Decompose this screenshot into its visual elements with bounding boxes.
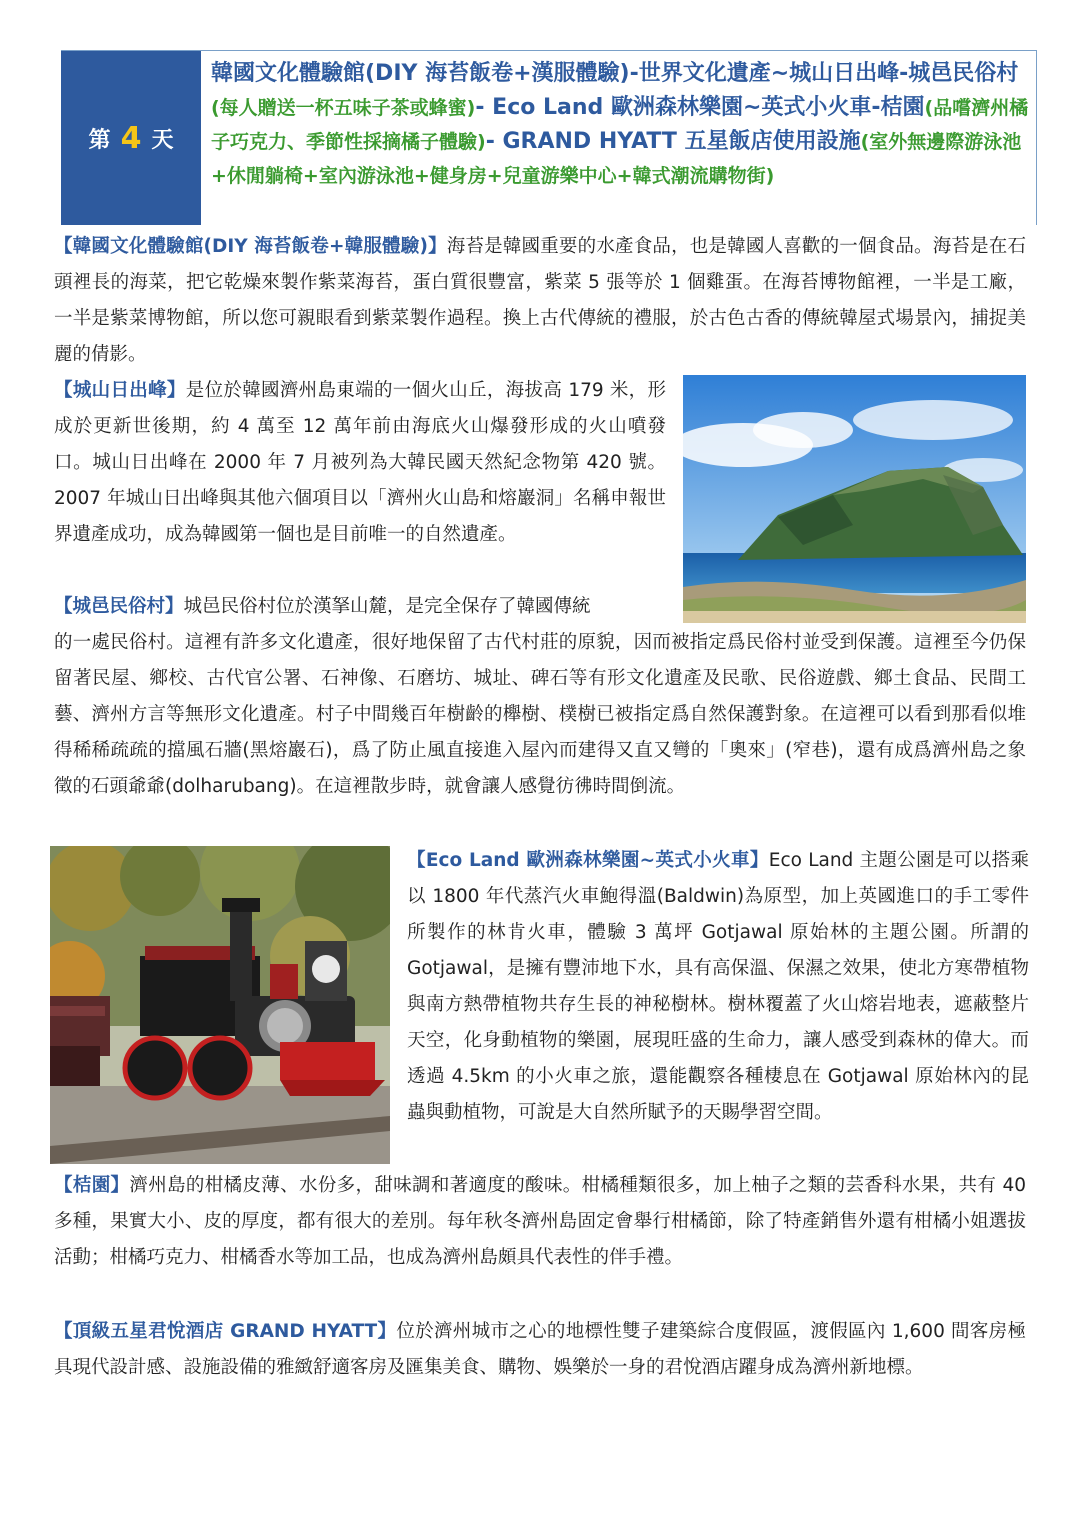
day-label-prefix: 第 [88, 127, 111, 153]
section-hyatt-title: 【頂級五星君悅酒店 GRAND HYATT】 [54, 1321, 397, 1342]
section-folk-first-line [54, 589, 666, 625]
train-photo [50, 846, 390, 1164]
section-folk-rest [54, 625, 1026, 805]
day-title [211, 57, 1031, 193]
section-seongsan-title: 【城山日出峰】 [54, 380, 186, 401]
section-hyatt [54, 1314, 1026, 1386]
title-note-2: (品嚐濟州橘子巧克力、季節性採摘橘子體驗) [211, 97, 1029, 153]
section-culture-body: 海苔是韓國重要的水產食品，也是韓國人喜歡的一個食品。海苔是在石頭裡長的海菜，把它乾燥來製作紫菜海苔，蛋白質很豐富，紫菜 5 張等於 1 個雞蛋。在海苔博物館裡，一半是工廠，一半是紫菜博物館，所以您可親眼看到紫菜製作過程。換上古代傳統的禮服，於古色古香的傳統韓屋式場景內，捕捉美麗的倩影。 [54, 236, 1026, 365]
seongsan-photo [683, 375, 1026, 623]
day-header [61, 50, 1037, 225]
section-hyatt-body: 位於濟州城市之心的地標性雙子建築綜合度假區，渡假區內 1,600 間客房極具現代設計感、設施設備的雅緻舒適客房及匯集美食、購物、娛樂於一身的君悅酒店躍身成為濟州新地標。 [54, 1321, 1027, 1378]
train-illustration [50, 846, 390, 1164]
title-part-1: 韓國文化體驗館(DIY 海苔飯卷+漢服體驗)-世界文化遺產~城山日出峰-城邑民俗村 [211, 61, 1019, 86]
section-orchard-title: 【桔園】 [54, 1175, 130, 1196]
title-note-1: (每人贈送一杯五味子茶或蜂蜜) [211, 97, 476, 119]
section-seongsan-body: 是位於韓國濟州島東端的一個火山丘，海拔高 179 米，形成於更新世後期，約 4 萬至 12 萬年前由海底火山爆發形成的火山噴發口。城山日出峰在 2000 年 7 月被列為大韓民國天然紀念物第 420 號。2007 年城山日出峰與其他六個項目以「濟州火山島和熔巖洞」名稱申報世界遺產成功，成為韓國第一個也是目前唯一的自然遺產。 [54, 380, 666, 545]
section-culture [54, 229, 1026, 373]
section-folk-title: 【城邑民俗村】 [54, 596, 184, 617]
section-orchard-body: 濟州島的柑橘皮薄、水份多，甜味調和著適度的酸味。柑橘種類很多，加上柚子之類的芸香科水果，共有 40 多種，果實大小、皮的厚度，都有很大的差別。每年秋冬濟州島固定會舉行柑橘節，除了特產銷售外還有柑橘小姐選拔活動；柑橘巧克力、柑橘香水等加工品，也成為濟州島頗具代表性的伴手禮。 [54, 1175, 1026, 1268]
section-folk-body-rest: 的一處民俗村。這裡有許多文化遺產，很好地保留了古代村莊的原貌，因而被指定爲民俗村並受到保護。這裡至今仍保留著民屋、鄉校、古代官公署、石神像、石磨坊、城址、碑石等有形文化遺產及民歌、民俗遊戲、鄉土食品、民間工藝、濟州方言等無形文化遺產。村子中間幾百年樹齡的櫸樹、樸樹已被指定爲自然保護對象。在這裡可以看到那看似堆得稀稀疏疏的擋風石牆(黑熔巖石)，爲了防止風直接進入屋內而建得又直又彎的「奧來」(窄巷)，還有成爲濟州島之象徵的石頭爺爺(dolharubang)。在這裡散步時，就會讓人感覺彷彿時間倒流。 [54, 632, 1026, 797]
section-ecoland-title: 【Eco Land 歐洲森林樂園~英式小火車】 [407, 850, 769, 871]
seongsan-illustration [683, 375, 1026, 623]
day-number: 4 [120, 120, 142, 156]
title-part-2: - Eco Land 歐洲森林樂園~英式小火車-桔園 [475, 95, 925, 120]
section-seongsan [54, 373, 666, 553]
section-ecoland-body: Eco Land 主題公園是可以搭乘以 1800 年代蒸汽火車鮑得溫(Baldwin)為原型，加上英國進口的手工零件所製作的林肯火車，體驗 3 萬坪 Gotjawal 原始林的主題公園。所謂的 Gotjawal，是擁有豐沛地下水，具有高保溫、保濕之效果，使北方寒帶植物與南方熱帶植物共存生長的神秘樹林。樹林覆蓋了火山熔岩地表，遮蔽整片天空，化身動植物的樂園，展現旺盛的生命力，讓人感受到森林的偉大。而透過 4.5km 的小火車之旅，還能觀察各種棲息在 Gotjawal 原始林內的昆蟲與動植物，可說是大自然所賦予的天賜學習空間。 [407, 850, 1029, 1123]
section-folk-body-first: 城邑民俗村位於漢拏山麓，是完全保存了韓國傳統 [183, 596, 591, 617]
section-ecoland [407, 843, 1029, 1131]
title-part-3: - GRAND HYATT 五星飯店使用設施 [485, 129, 861, 154]
title-note-3: (室外無邊際游泳池+休閒躺椅+室內游泳池+健身房+兒童游樂中心+韓式潮流購物街) [211, 131, 1022, 187]
day-label-suffix: 天 [151, 127, 174, 153]
day-badge [61, 51, 201, 225]
section-culture-title: 【韓國文化體驗館(DIY 海苔飯卷+韓服體驗)】 [54, 236, 447, 257]
section-orchard [54, 1168, 1026, 1276]
